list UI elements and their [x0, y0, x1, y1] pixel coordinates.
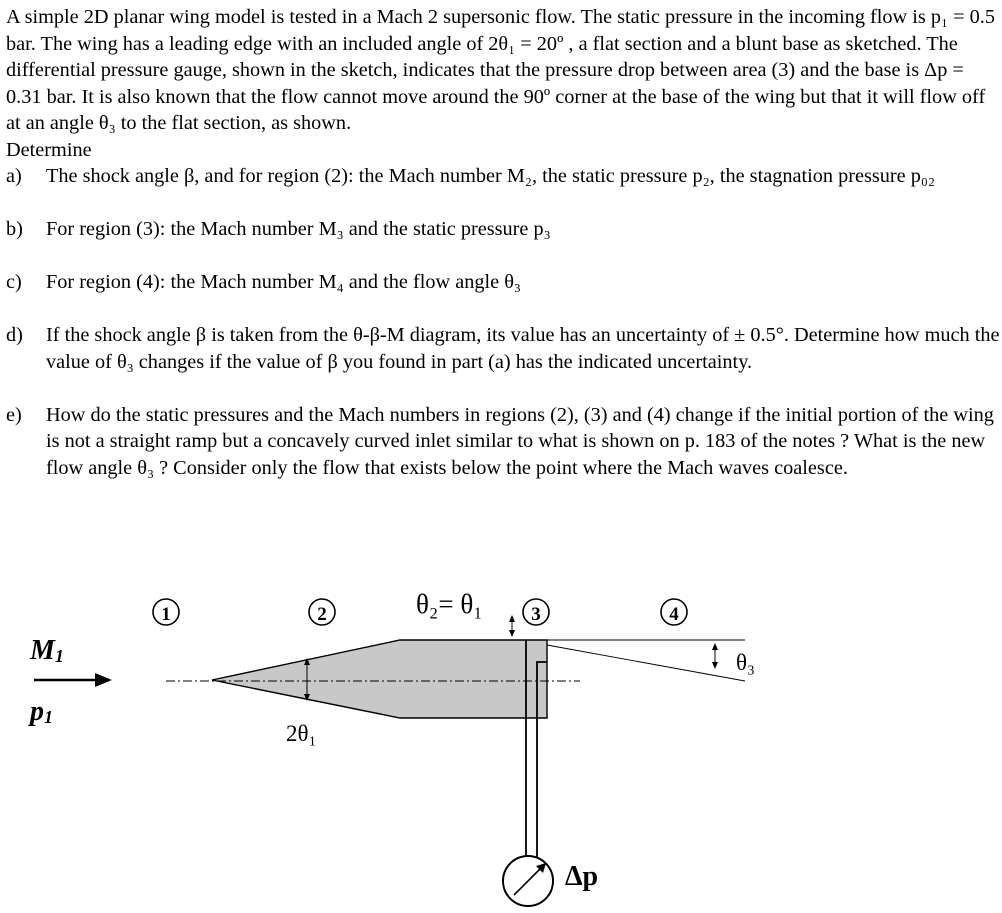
- question-text: How do the static pressures and the Mach numbers in regions (2), (3) and (4) change if the initial portion of the wing is not a straight ramp but a concavely curved inlet similar to what is shown on p. 183 of the notes ? What is the new flow angle θ₃ ? Consider only the flow that exists below the point where the Mach waves coalesce.: [46, 403, 994, 479]
- region-number: 4: [669, 604, 679, 625]
- pressure-symbol: p: [30, 696, 44, 727]
- question-text: For region (4): the Mach number M₄ and the flow angle θ₃: [46, 271, 521, 293]
- region-number: 1: [161, 604, 171, 625]
- exit-angle-label: θ₃: [736, 650, 756, 675]
- question-label: b): [6, 218, 23, 240]
- determine-label: Determine: [6, 138, 92, 161]
- question-label: c): [6, 271, 22, 293]
- pressure-gauge: [503, 856, 553, 906]
- region-marker-4: [661, 599, 687, 625]
- question-a: [6, 163, 1000, 190]
- theta-relation-label: θ₂= θ₁: [416, 589, 483, 619]
- region-number: 2: [317, 604, 327, 625]
- question-d: [6, 322, 1000, 375]
- question-c: [6, 269, 1000, 296]
- pressure-subscript: 1: [44, 707, 53, 727]
- question-text: The shock angle β, and for region (2): the Mach number M₂, the static pressure p₂, the stagnation pressure p₀₂: [46, 165, 936, 187]
- wing-sketch: [0, 560, 1002, 913]
- question-text: For region (3): the Mach number M₃ and the static pressure p₃: [46, 218, 551, 240]
- theta2-arrow: [509, 615, 515, 637]
- theta3-arrow: [712, 643, 718, 669]
- problem-text: [6, 4, 1000, 481]
- region-marker-2: [309, 599, 335, 625]
- mach-subscript: 1: [54, 646, 64, 666]
- intro-paragraph: A simple 2D planar wing model is tested in a Mach 2 supersonic flow. The static pressure in the incoming flow is p₁ = 0.5 bar. The wing has a leading edge with an included angle of 2θ₁ = 20º , a flat section and a blunt base as sketched. The differential pressure gauge, shown in the sketch, indicates that the pressure drop between area (3) and the base is Δp = 0.31 bar. It is also known that the flow cannot move around the 90º corner at the base of the wing but that it will flow off at an angle θ₃ to the flat section, as shown.: [6, 6, 996, 134]
- question-label: e): [6, 403, 22, 426]
- question-text: If the shock angle β is taken from the θ-β-M diagram, its value has an uncertainty of ± 0.5°. Determine how much the value of θ₃ changes if the value of β you found in part (a) has the indicated uncertainty.: [46, 324, 1000, 373]
- question-label: a): [6, 165, 22, 187]
- question-b: [6, 216, 1000, 243]
- region-number: 3: [531, 604, 541, 625]
- flow-arrow: [34, 673, 112, 687]
- pressure-label: [28, 696, 53, 727]
- question-e: [6, 402, 1000, 482]
- mach-label: [29, 635, 64, 666]
- included-angle-label: 2θ₁: [286, 721, 317, 746]
- region-marker-3: [523, 599, 549, 625]
- wing-body: [212, 640, 547, 718]
- gauge-label: Δp: [565, 861, 599, 892]
- question-label: d): [6, 324, 23, 346]
- region-marker-1: [153, 599, 179, 625]
- mach-symbol: M: [30, 635, 55, 666]
